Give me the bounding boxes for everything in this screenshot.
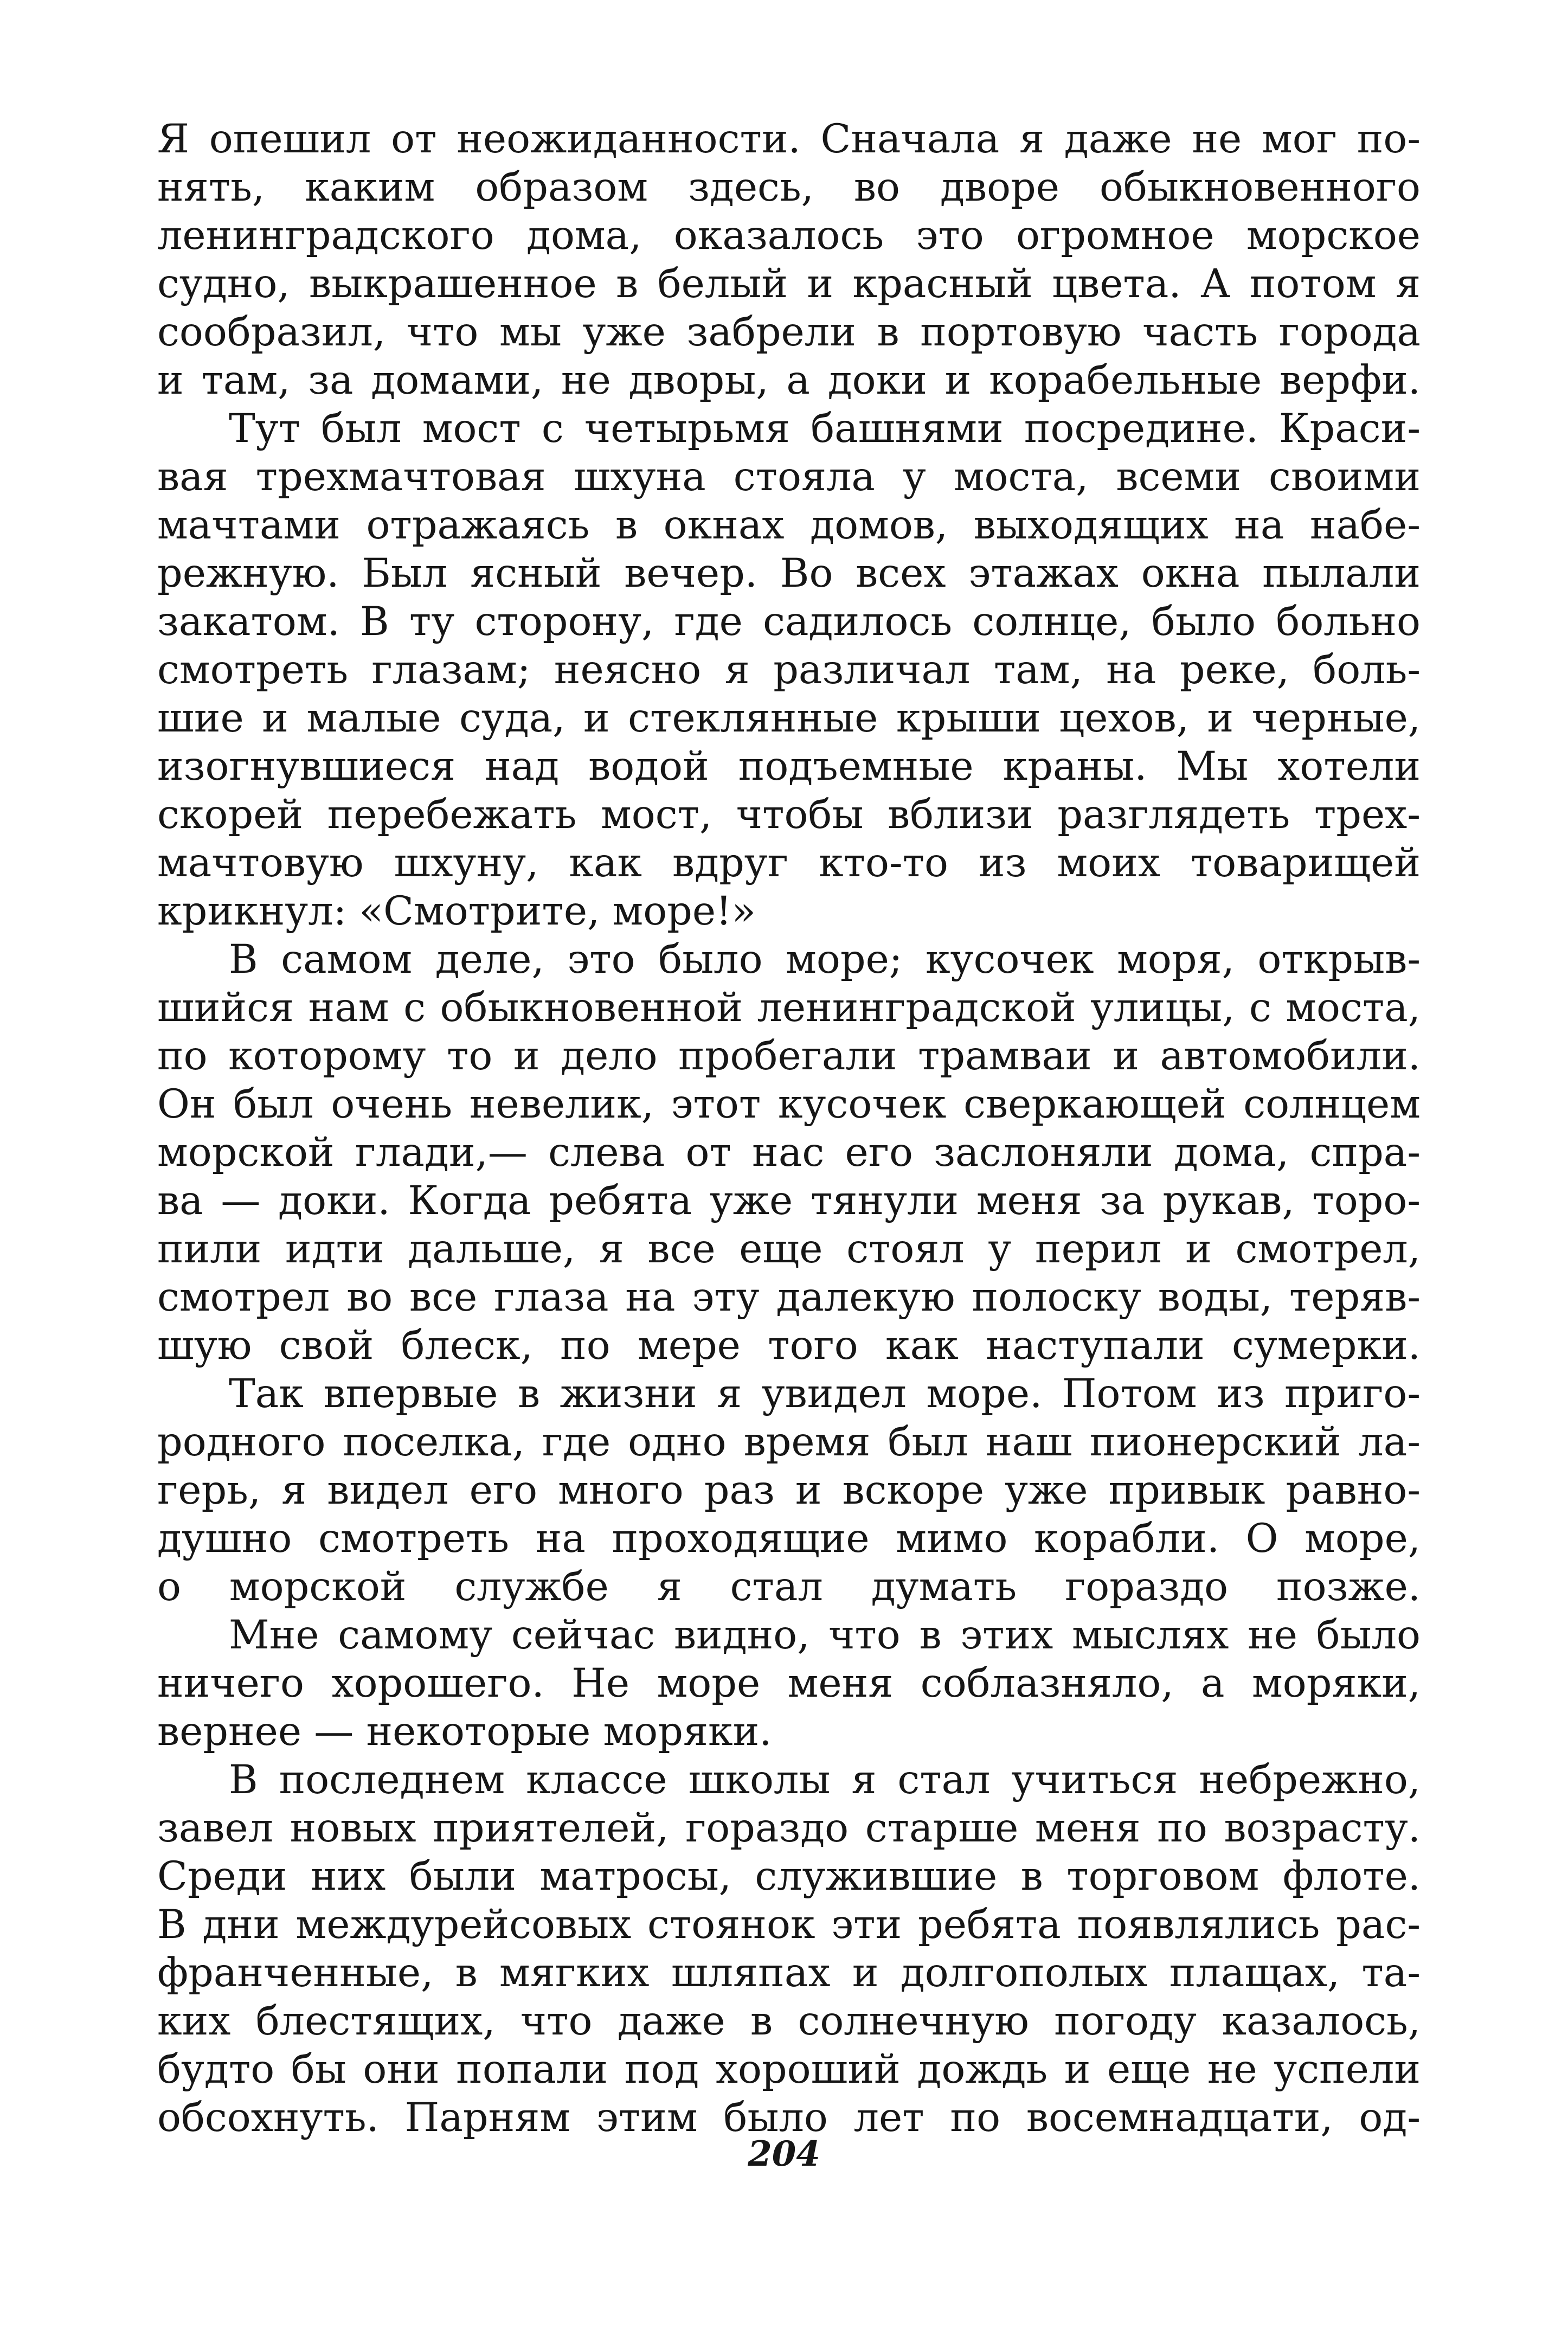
text-line: по которому то и дело пробегали трамваи и автомобили. [157,1033,1421,1079]
text-line: скорей перебежать мост, чтобы вблизи разглядеть трех- [157,792,1421,838]
page-number: 204 [748,2134,820,2174]
text-line: Мне самому сейчас видно, что в этих мыслях не было [229,1612,1421,1658]
text-line: ва — доки. Когда ребята уже тянули меня за рукав, торо- [157,1178,1421,1224]
text-line: В самом деле, это было море; кусочек моря, открыв- [229,936,1421,983]
text-line: В дни междурейсовых стоянок эти ребята появлялись рас- [157,1902,1421,1948]
text-line: режную. Был ясный вечер. Во всех этажах окна пылали [157,550,1421,596]
text-line: вая трехмачтовая шхуна стояла у моста, всеми своими [157,454,1421,500]
text-line: Я опешил от неожиданности. Сначала я даже не мог по- [157,116,1421,162]
body-text [157,115,1421,2142]
text-line: франченные, в мягких шляпах и долгополых плащах, та- [157,1950,1421,1996]
text-line: смотреть глазам; неясно я различал там, на реке, боль- [157,647,1421,693]
text-line: шийся нам с обыкновенной ленинградской улицы, с моста, [157,985,1421,1031]
text-line: родного поселка, где одно время был наш пионерский ла- [157,1419,1421,1465]
text-line: ких блестящих, что даже в солнечную погоду казалось, [157,1998,1421,2044]
text-line: шие и малые суда, и стеклянные крыши цехов, и черные, [157,695,1421,741]
text-line: мачтами отражаясь в окнах домов, выходящих на набе- [157,502,1421,548]
text-line: мачтовую шхуну, как вдруг кто-то из моих товарищей [157,840,1421,886]
text-line: шую свой блеск, по мере того как наступали сумерки. [157,1323,1421,1369]
text-line: смотрел во все глаза на эту далекую полоску воды, теряв- [157,1274,1421,1320]
text-line: В последнем классе школы я стал учиться небрежно, [229,1757,1421,1803]
text-line: вернее — некоторые моряки. [157,1709,772,1755]
text-line: ничего хорошего. Не море меня соблазняло, а моряки, [157,1660,1421,1706]
text-line: морской глади,— слева от нас его заслоняли дома, спра- [157,1129,1421,1176]
text-line: сообразил, что мы уже забрели в портовую часть города [157,309,1421,355]
text-line: ленинградского дома, оказалось это огромное морское [157,213,1421,259]
text-line: и там, за домами, не дворы, а доки и корабельные верфи. [157,357,1421,403]
text-line: судно, выкрашенное в белый и красный цвета. А потом я [157,261,1421,307]
text-line: о морской службе я стал думать гораздо позже. [157,1564,1421,1610]
text-line: завел новых приятелей, гораздо старше меня по возрасту. [157,1805,1421,1851]
text-line: изогнувшиеся над водой подъемные краны. Мы хотели [157,743,1421,789]
text-line: закатом. В ту сторону, где садилось солнце, было больно [157,599,1421,645]
text-line: крикнул: «Смотрите, море!» [157,888,756,934]
text-line: Так впервые в жизни я увидел море. Потом из приго- [229,1371,1421,1417]
text-line: душно смотреть на проходящие мимо корабли. О море, [157,1516,1421,1562]
text-line: будто бы они попали под хороший дождь и еще не успели [157,2046,1421,2092]
text-line: обсохнуть. Парням этим было лет по восемнадцати, од- [157,2095,1421,2141]
text-line: Он был очень невелик, этот кусочек сверкающей солнцем [157,1081,1421,1127]
text-line: Среди них были матросы, служившие в торговом флоте. [157,1853,1421,1899]
text-line: пили идти дальше, я все еще стоял у перил и смотрел, [157,1226,1421,1272]
text-line: Тут был мост с четырьмя башнями посредине. Краси- [229,406,1421,452]
text-line: нять, каким образом здесь, во дворе обыкновенного [157,164,1421,210]
text-line: герь, я видел его много раз и вскоре уже привык равно- [157,1467,1421,1513]
